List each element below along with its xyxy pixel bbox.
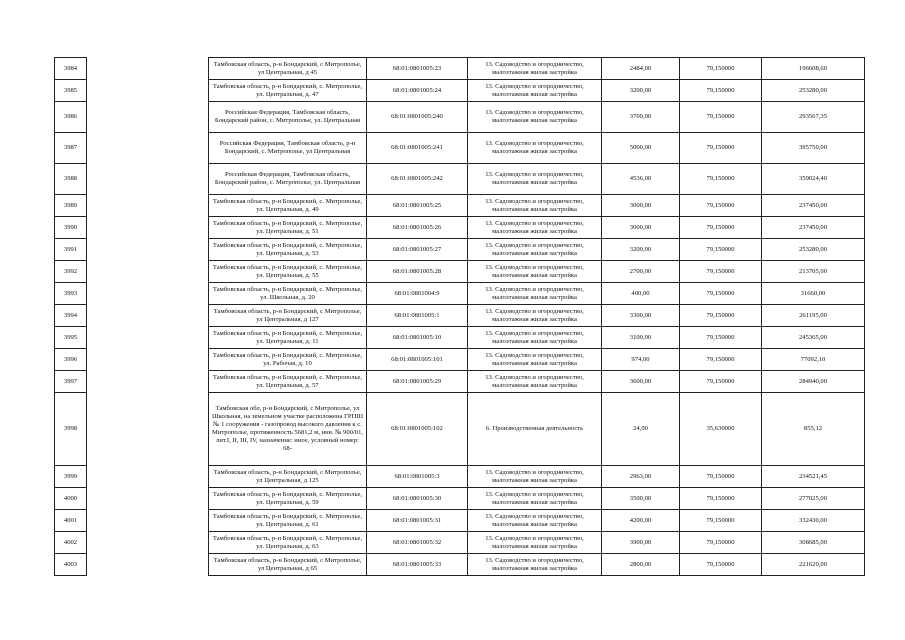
blank-cell [87,58,209,80]
specific-value-cell: 79,150000 [680,133,762,164]
cadastral-value-cell: 261195,00 [762,305,865,327]
row-number-cell: 4002 [55,532,87,554]
table-row [55,102,865,133]
table-row [55,164,865,195]
land-use-cell: 13. Садоводство и огородничество, малоэтажная жилая застройка [468,349,602,371]
cadastral-number-cell: 68:01:0801005:28 [367,261,468,283]
table-body [55,58,865,576]
cadastral-number-cell: 68:01:0801005:30 [367,488,468,510]
address-cell: Российская Федерация, Тамбовская область, р-н Бондарский, с. Митрополье, ул Центральная [209,133,367,164]
area-cell: 3000,00 [602,195,680,217]
area-cell: 3200,00 [602,80,680,102]
address-cell: Тамбовская область, р-н Бондарский, с. Митрополье, ул. Центральная, д. 51 [209,217,367,239]
blank-cell [87,532,209,554]
cadastral-value-cell: 196608,60 [762,58,865,80]
table-row [55,532,865,554]
specific-value-cell: 79,150000 [680,371,762,393]
table-row [55,554,865,576]
blank-cell [87,466,209,488]
cadastral-value-cell: 855,12 [762,393,865,466]
land-use-cell: 13. Садоводство и огородничество, малоэтажная жилая застройка [468,283,602,305]
blank-cell [87,510,209,532]
table-row [55,283,865,305]
cadastral-value-cell: 213705,00 [762,261,865,283]
area-cell: 974,00 [602,349,680,371]
land-use-cell: 13. Садоводство и огородничество, малоэтажная жилая застройка [468,164,602,195]
blank-cell [87,327,209,349]
row-number-cell: 3985 [55,80,87,102]
land-use-cell: 13. Садоводство и огородничество, малоэтажная жилая застройка [468,80,602,102]
blank-cell [87,80,209,102]
cadastral-number-cell: 68:01:0801005:242 [367,164,468,195]
address-cell: Тамбовская область, р-н Бондарский, с Митрополье, ул Центральная, д 65 [209,554,367,576]
address-cell: Тамбовская обл, р-н Бондарский, с Митрополье, ул Школьная, на земельном участке расположена ГРПШ № 1 сооружения - газопровод высокого давления к с. Митрополье, протяженность 5681,2 м, инв. № 900/01, лит.I, II, III, IV, назначение: иное, условный номер: 68- [209,393,367,466]
area-cell: 2700,00 [602,261,680,283]
cadastral-number-cell: 68:01:0801005:33 [367,554,468,576]
specific-value-cell: 79,150000 [680,58,762,80]
table-row [55,195,865,217]
specific-value-cell: 79,150000 [680,349,762,371]
blank-cell [87,217,209,239]
address-cell: Тамбовская область, р-н Бондарский, с. Митрополье, ул. Центральная, д. 11 [209,327,367,349]
land-use-cell: 13. Садоводство и огородничество, малоэтажная жилая застройка [468,327,602,349]
address-cell: Тамбовская область, р-н Бондарский, с. Митрополье, ул. Центральная, д. 63 [209,532,367,554]
address-cell: Тамбовская область, р-н Бондарский, с. Митрополье, ул. Рабочая, д. 10 [209,349,367,371]
area-cell: 4536,00 [602,164,680,195]
row-number-cell: 3993 [55,283,87,305]
cadastral-number-cell: 68:01:0801005:32 [367,532,468,554]
table-row [55,349,865,371]
cadastral-number-cell: 68:01:0801005:101 [367,349,468,371]
blank-cell [87,261,209,283]
blank-cell [87,554,209,576]
row-number-cell: 4003 [55,554,87,576]
row-number-cell: 3987 [55,133,87,164]
land-use-cell: 13. Садоводство и огородничество, малоэтажная жилая застройка [468,510,602,532]
area-cell: 2800,00 [602,554,680,576]
address-cell: Российская Федерация, Тамбовская область, Бондарский район, с. Митрополье, ул. Центральная [209,102,367,133]
land-use-cell: 6. Производственная деятельность [468,393,602,466]
row-number-cell: 3986 [55,102,87,133]
table-row [55,239,865,261]
address-cell: Тамбовская область, р-н Бондарский, с Митрополье, ул Центральная, д 125 [209,466,367,488]
address-cell: Тамбовская область, р-н Бондарский, с. Митрополье, ул. Центральная, д. 53 [209,239,367,261]
address-cell: Тамбовская область, р-н Бондарский, с. Митрополье, ул. Центральная, д. 47 [209,80,367,102]
row-number-cell: 3998 [55,393,87,466]
row-number-cell: 4000 [55,488,87,510]
land-use-cell: 13. Садоводство и огородничество, малоэтажная жилая застройка [468,532,602,554]
cadastral-value-cell: 31660,00 [762,283,865,305]
row-number-cell: 3997 [55,371,87,393]
cadastral-value-cell: 395750,00 [762,133,865,164]
area-cell: 5000,00 [602,133,680,164]
blank-cell [87,283,209,305]
specific-value-cell: 35,630000 [680,393,762,466]
table-row [55,371,865,393]
row-number-cell: 3994 [55,305,87,327]
specific-value-cell: 79,150000 [680,554,762,576]
specific-value-cell: 79,150000 [680,102,762,133]
blank-cell [87,133,209,164]
table-row [55,80,865,102]
row-number-cell: 3995 [55,327,87,349]
cadastral-number-cell: 68:01:0801005:240 [367,102,468,133]
cadastral-value-cell: 284940,00 [762,371,865,393]
address-cell: Тамбовская область, р-н Бондарский, с Митрополье, ул Центральная, д 45 [209,58,367,80]
area-cell: 3100,00 [602,327,680,349]
table-row [55,327,865,349]
cadastral-value-cell: 221620,00 [762,554,865,576]
table-row [55,305,865,327]
cadastral-number-cell: 68:01:0801005:27 [367,239,468,261]
row-number-cell: 3988 [55,164,87,195]
area-cell: 3300,00 [602,305,680,327]
land-use-cell: 13. Садоводство и огородничество, малоэтажная жилая застройка [468,217,602,239]
table-row [55,510,865,532]
cadastral-number-cell: 68:01:0801005:23 [367,58,468,80]
land-use-cell: 13. Садоводство и огородничество, малоэтажная жилая застройка [468,488,602,510]
cadastral-number-cell: 68:01:0801005:1 [367,305,468,327]
specific-value-cell: 79,150000 [680,466,762,488]
cadastral-number-cell: 68:01:0801005:241 [367,133,468,164]
address-cell: Тамбовская область, р-н Бондарский, с. Митрополье, ул. Центральная, д. 59 [209,488,367,510]
table-row [55,393,865,466]
specific-value-cell: 79,150000 [680,488,762,510]
specific-value-cell: 79,150000 [680,283,762,305]
row-number-cell: 3991 [55,239,87,261]
cadastral-value-cell: 253280,00 [762,239,865,261]
specific-value-cell: 79,150000 [680,327,762,349]
specific-value-cell: 79,150000 [680,532,762,554]
cadastral-value-cell: 237450,00 [762,217,865,239]
cadastral-value-cell: 332430,00 [762,510,865,532]
cadastral-number-cell: 68:01:0801005:25 [367,195,468,217]
cadastral-number-cell: 68:01:0801005:102 [367,393,468,466]
cadastral-number-cell: 68:01:0801005:3 [367,466,468,488]
address-cell: Тамбовская область, р-н Бондарский, с. Митрополье, ул. Центральная, д. 57 [209,371,367,393]
specific-value-cell: 79,150000 [680,164,762,195]
area-cell: 3200,00 [602,239,680,261]
row-number-cell: 3989 [55,195,87,217]
blank-cell [87,102,209,133]
cadastral-number-cell: 68:01:0801005:26 [367,217,468,239]
cadastral-value-cell: 245365,00 [762,327,865,349]
cadastral-number-cell: 68:01:0801005:29 [367,371,468,393]
area-cell: 3600,00 [602,371,680,393]
area-cell: 2963,00 [602,466,680,488]
area-cell: 3709,00 [602,102,680,133]
address-cell: Тамбовская область, р-н Бондарский, с. Митрополье, ул. Центральная, д. 55 [209,261,367,283]
land-use-cell: 13. Садоводство и огородничество, малоэтажная жилая застройка [468,133,602,164]
cadastral-value-cell: 234521,45 [762,466,865,488]
area-cell: 24,00 [602,393,680,466]
row-number-cell: 4001 [55,510,87,532]
table-row [55,261,865,283]
cadastral-value-cell: 293567,35 [762,102,865,133]
land-use-cell: 13. Садоводство и огородничество, малоэтажная жилая застройка [468,58,602,80]
address-cell: Тамбовская область, р-н Бондарский, с. Митрополье, ул. Школьная, д. 20 [209,283,367,305]
blank-cell [87,488,209,510]
specific-value-cell: 79,150000 [680,217,762,239]
specific-value-cell: 79,150000 [680,239,762,261]
specific-value-cell: 79,150000 [680,195,762,217]
land-use-cell: 13. Садоводство и огородничество, малоэтажная жилая застройка [468,195,602,217]
row-number-cell: 3996 [55,349,87,371]
address-cell: Тамбовская область, р-н Бондарский, с Митрополье, ул Центральная, д 127 [209,305,367,327]
land-use-cell: 13. Садоводство и огородничество, малоэтажная жилая застройка [468,102,602,133]
land-use-cell: 13. Садоводство и огородничество, малоэтажная жилая застройка [468,305,602,327]
cadastral-value-cell: 308685,00 [762,532,865,554]
row-number-cell: 3990 [55,217,87,239]
specific-value-cell: 79,150000 [680,510,762,532]
land-use-cell: 13. Садоводство и огородничество, малоэтажная жилая застройка [468,466,602,488]
address-cell: Тамбовская область, р-н Бондарский, с. Митрополье, ул. Центральная, д. 49 [209,195,367,217]
land-use-cell: 13. Садоводство и огородничество, малоэтажная жилая застройка [468,261,602,283]
cadastral-value-table [54,57,865,576]
table-row [55,466,865,488]
area-cell: 400,00 [602,283,680,305]
row-number-cell: 3992 [55,261,87,283]
area-cell: 3900,00 [602,532,680,554]
row-number-cell: 3984 [55,58,87,80]
land-use-cell: 13. Садоводство и огородничество, малоэтажная жилая застройка [468,554,602,576]
area-cell: 4200,00 [602,510,680,532]
blank-cell [87,164,209,195]
area-cell: 3000,00 [602,217,680,239]
blank-cell [87,393,209,466]
row-number-cell: 3999 [55,466,87,488]
address-cell: Тамбовская область, р-н Бондарский, с. Митрополье, ул. Центральная, д. 61 [209,510,367,532]
specific-value-cell: 79,150000 [680,80,762,102]
cadastral-number-cell: 68:01:0801005:24 [367,80,468,102]
address-cell: Российская Федерация, Тамбовская область, Бондарский район, с. Митрополье, ул. Центральная [209,164,367,195]
cadastral-value-cell: 253280,00 [762,80,865,102]
land-use-cell: 13. Садоводство и огородничество, малоэтажная жилая застройка [468,371,602,393]
area-cell: 2484,00 [602,58,680,80]
cadastral-number-cell: 68:01:0801004:9 [367,283,468,305]
area-cell: 3500,00 [602,488,680,510]
blank-cell [87,305,209,327]
specific-value-cell: 79,150000 [680,261,762,283]
table-row [55,133,865,164]
blank-cell [87,239,209,261]
cadastral-value-cell: 237450,00 [762,195,865,217]
blank-cell [87,371,209,393]
land-use-cell: 13. Садоводство и огородничество, малоэтажная жилая застройка [468,239,602,261]
table-row [55,488,865,510]
cadastral-value-cell: 77092,10 [762,349,865,371]
blank-cell [87,349,209,371]
cadastral-value-cell: 277025,00 [762,488,865,510]
cadastral-number-cell: 68:01:0801005:10 [367,327,468,349]
specific-value-cell: 79,150000 [680,305,762,327]
table-row [55,217,865,239]
cadastral-value-cell: 359024,40 [762,164,865,195]
cadastral-number-cell: 68:01:0801005:31 [367,510,468,532]
table-row [55,58,865,80]
blank-cell [87,195,209,217]
